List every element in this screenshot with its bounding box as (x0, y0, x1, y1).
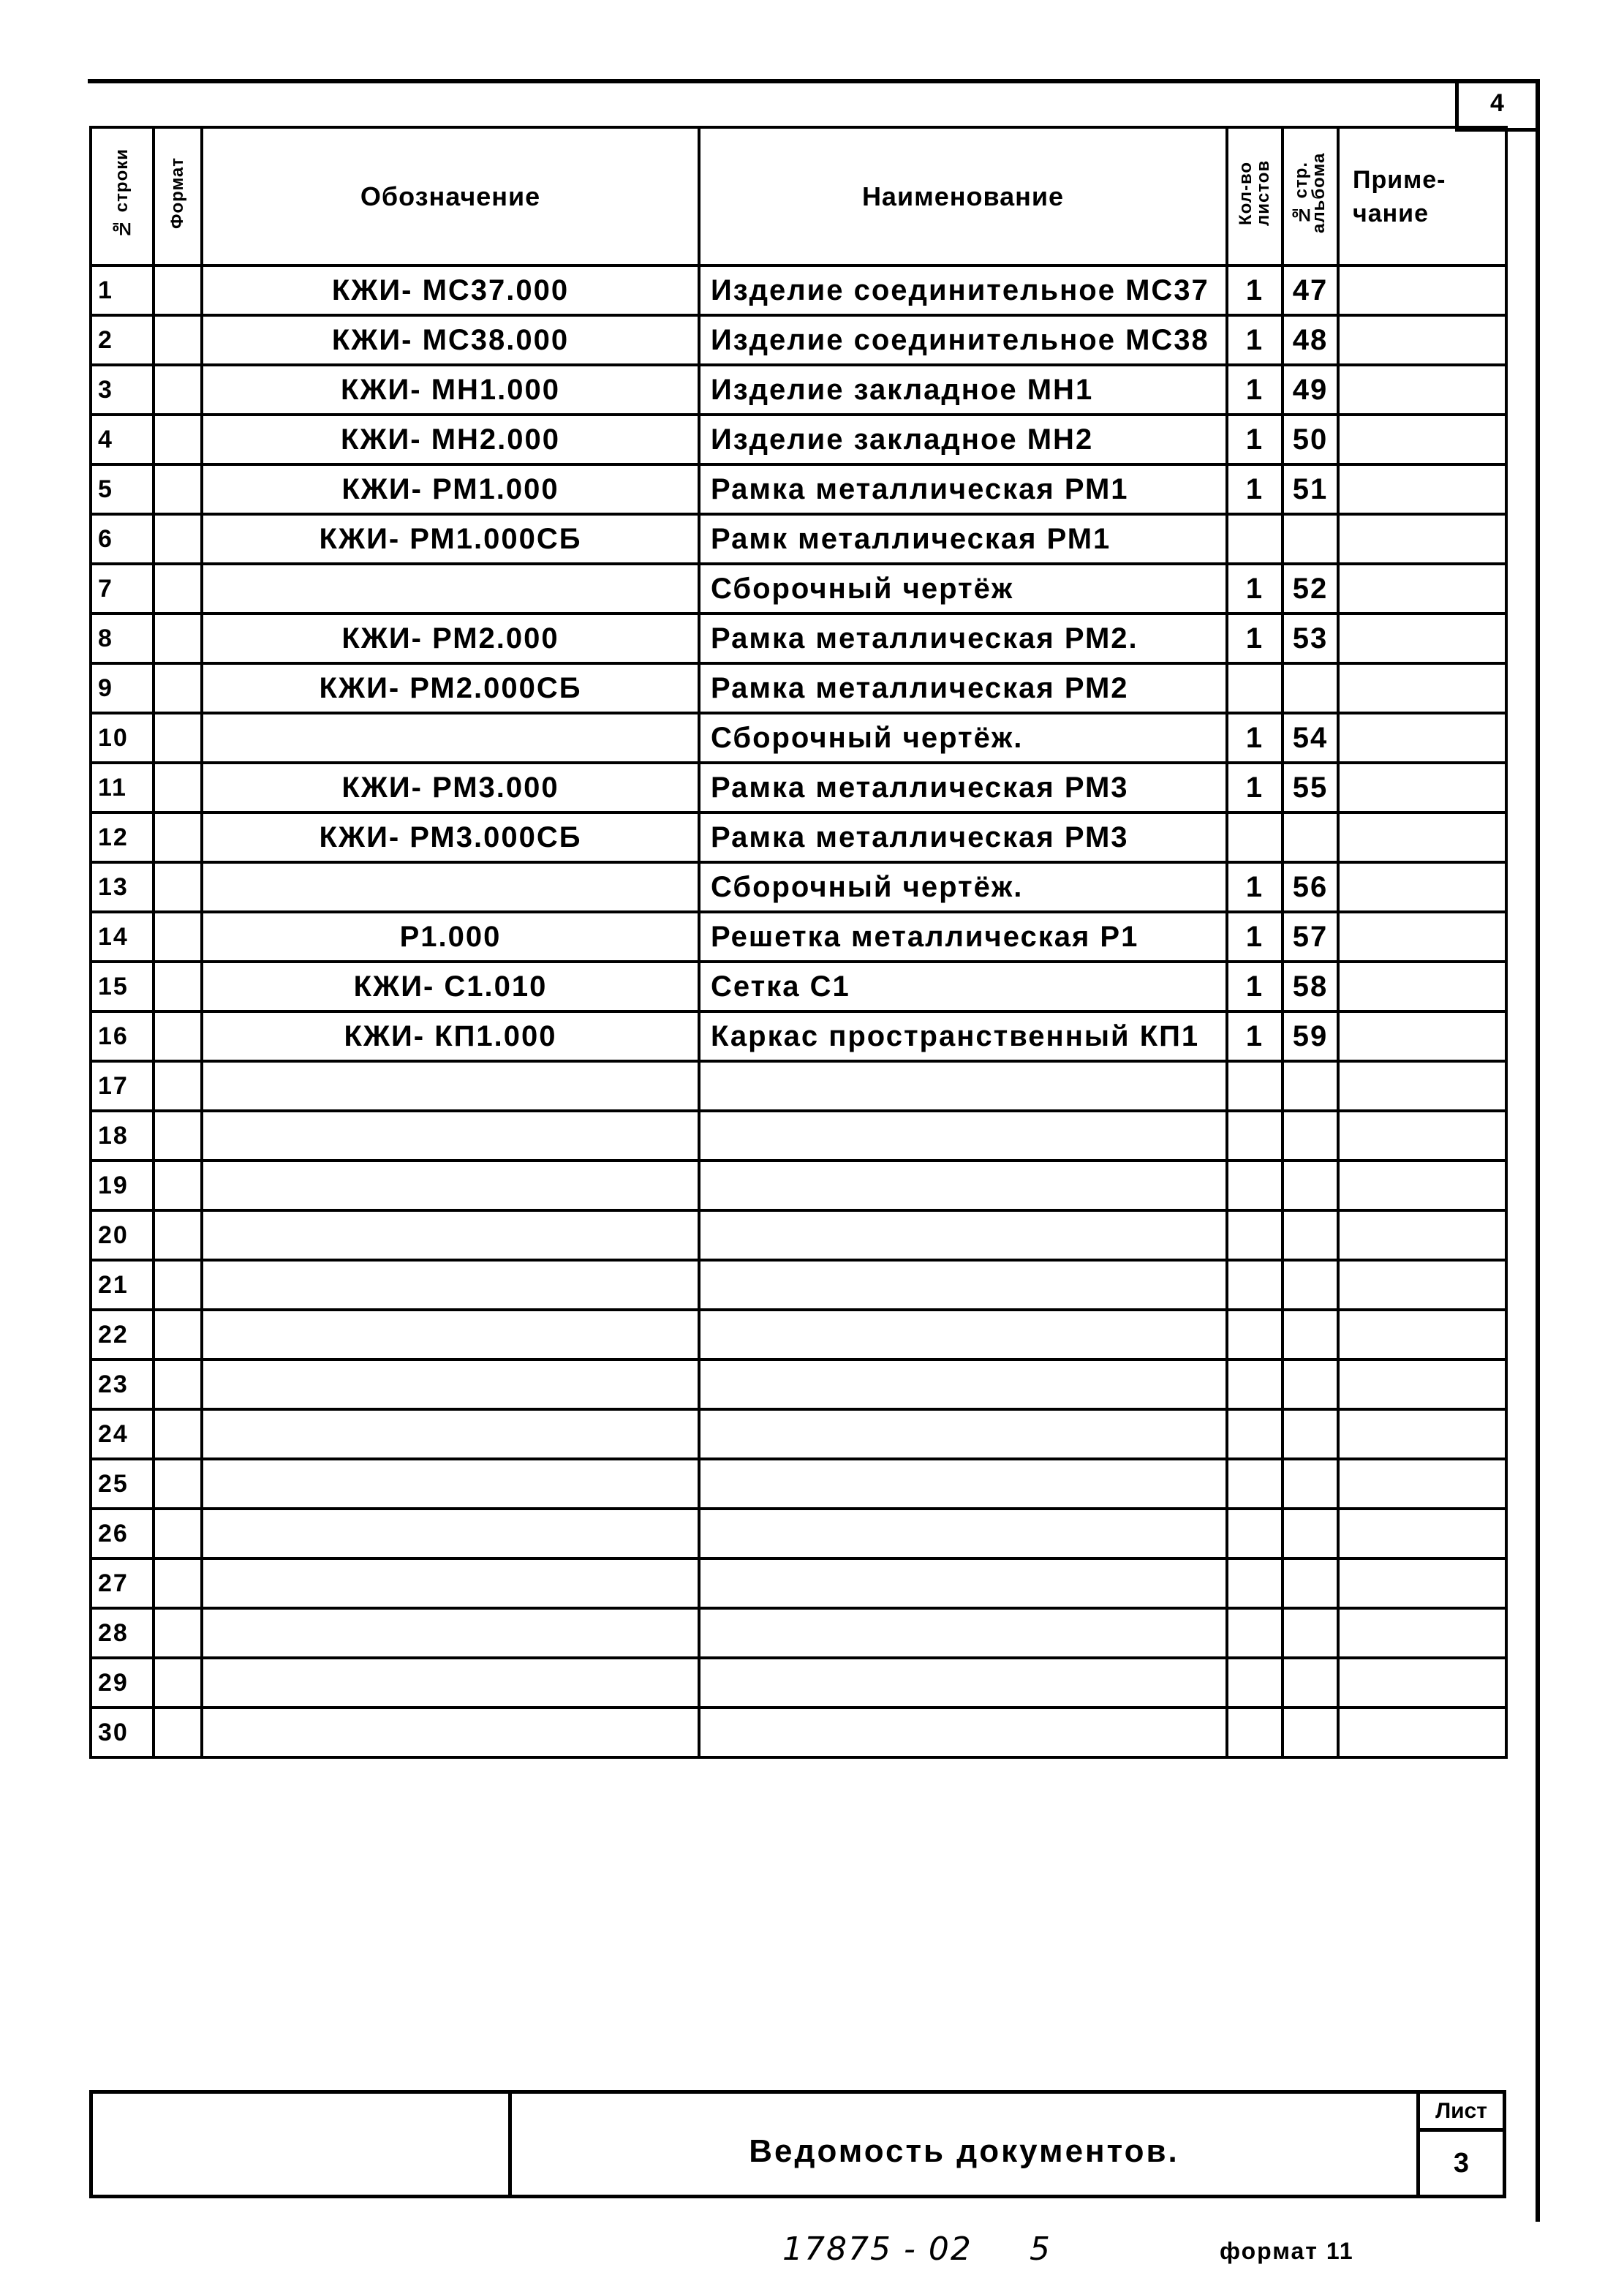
album-page-cell (1283, 514, 1338, 564)
sheet-count-cell: 1 (1227, 464, 1283, 514)
note-cell (1338, 1011, 1506, 1061)
table-row (91, 315, 1506, 365)
designation-cell (202, 713, 699, 763)
name-cell: Решетка металлическая Р1 (699, 912, 1227, 962)
album-page-cell: 54 (1283, 713, 1338, 763)
header-note: Приме-чание (1338, 127, 1506, 265)
corner-page-number: 4 (1455, 79, 1536, 132)
album-page-cell (1283, 1558, 1338, 1608)
format-cell (154, 1360, 202, 1409)
title-block (89, 2090, 1506, 2198)
table-row (91, 1708, 1506, 1757)
sheet-count-cell: 1 (1227, 315, 1283, 365)
row-number-cell: 19 (91, 1161, 154, 1210)
format-cell (154, 315, 202, 365)
designation-cell (202, 1260, 699, 1310)
table-row (91, 564, 1506, 614)
format-cell (154, 464, 202, 514)
format-cell (154, 415, 202, 464)
sheet-count-cell (1227, 1260, 1283, 1310)
table-row (91, 812, 1506, 862)
note-cell (1338, 1161, 1506, 1210)
designation-cell (202, 1210, 699, 1260)
row-number-cell: 20 (91, 1210, 154, 1260)
name-cell: Рамка металлическая РМ2 (699, 663, 1227, 713)
note-cell (1338, 1658, 1506, 1708)
note-cell (1338, 1708, 1506, 1757)
designation-cell (202, 1608, 699, 1658)
table-row (91, 1658, 1506, 1708)
album-page-cell: 56 (1283, 862, 1338, 912)
row-number-cell: 25 (91, 1459, 154, 1509)
note-cell (1338, 1210, 1506, 1260)
designation-cell (202, 1509, 699, 1558)
designation-cell: КЖИ- МС37.000 (202, 265, 699, 315)
sheet-count-cell (1227, 812, 1283, 862)
album-page-cell (1283, 663, 1338, 713)
note-cell (1338, 265, 1506, 315)
note-cell (1338, 1111, 1506, 1161)
table-row (91, 962, 1506, 1011)
table-header-row (91, 127, 1506, 265)
designation-cell: КЖИ- РМ2.000 (202, 614, 699, 663)
row-number-cell: 26 (91, 1509, 154, 1558)
format-cell (154, 1558, 202, 1608)
table-row (91, 1509, 1506, 1558)
note-cell (1338, 614, 1506, 663)
name-cell (699, 1061, 1227, 1111)
album-page-cell: 57 (1283, 912, 1338, 962)
name-cell (699, 1360, 1227, 1409)
row-number-cell: 21 (91, 1260, 154, 1310)
album-page-cell: 48 (1283, 315, 1338, 365)
designation-cell: КЖИ- РМ3.000 (202, 763, 699, 812)
sheet-count-cell: 1 (1227, 265, 1283, 315)
name-cell: Изделие соединительное МС37 (699, 265, 1227, 315)
sheet-count-cell: 1 (1227, 1011, 1283, 1061)
format-cell (154, 1658, 202, 1708)
album-page-cell (1283, 1310, 1338, 1360)
row-number-cell: 28 (91, 1608, 154, 1658)
footer-page-number: 5 (1030, 2230, 1050, 2268)
format-cell (154, 1459, 202, 1509)
name-cell: Изделие соединительное МС38 (699, 315, 1227, 365)
sheet-count-cell (1227, 1111, 1283, 1161)
row-number-cell: 9 (91, 663, 154, 713)
album-page-cell (1283, 1360, 1338, 1409)
designation-cell (202, 1459, 699, 1509)
row-number-cell: 27 (91, 1558, 154, 1608)
row-number-cell: 23 (91, 1360, 154, 1409)
table-row (91, 1608, 1506, 1658)
format-cell (154, 862, 202, 912)
name-cell: Сетка С1 (699, 962, 1227, 1011)
album-page-cell: 51 (1283, 464, 1338, 514)
format-cell (154, 514, 202, 564)
table-row (91, 862, 1506, 912)
designation-cell (202, 1310, 699, 1360)
album-page-cell (1283, 1409, 1338, 1459)
name-cell: Сборочный чертёж. (699, 862, 1227, 912)
row-number-cell: 24 (91, 1409, 154, 1459)
table-row (91, 614, 1506, 663)
sheet-count-cell (1227, 1459, 1283, 1509)
sheet-count-cell: 1 (1227, 912, 1283, 962)
album-page-cell: 47 (1283, 265, 1338, 315)
note-cell (1338, 763, 1506, 812)
format-cell (154, 962, 202, 1011)
table-row (91, 1260, 1506, 1310)
note-cell (1338, 912, 1506, 962)
row-number-cell: 5 (91, 464, 154, 514)
format-cell (154, 564, 202, 614)
table-row (91, 1111, 1506, 1161)
table-row (91, 1061, 1506, 1111)
designation-cell: КЖИ- РМ2.000СБ (202, 663, 699, 713)
name-cell (699, 1409, 1227, 1459)
row-number-cell: 29 (91, 1658, 154, 1708)
note-cell (1338, 315, 1506, 365)
album-page-cell: 49 (1283, 365, 1338, 415)
album-page-cell (1283, 812, 1338, 862)
note-cell (1338, 1509, 1506, 1558)
sheet-count-cell: 1 (1227, 564, 1283, 614)
row-number-cell: 6 (91, 514, 154, 564)
header-designation: Обозначение (202, 127, 699, 265)
album-page-cell (1283, 1708, 1338, 1757)
table-row (91, 1558, 1506, 1608)
format-cell (154, 812, 202, 862)
documents-table (89, 126, 1508, 1759)
row-number-cell: 22 (91, 1310, 154, 1360)
note-cell (1338, 1360, 1506, 1409)
sheet-count-cell (1227, 1608, 1283, 1658)
table-row (91, 415, 1506, 464)
header-album-page: № стр. альбома (1283, 127, 1338, 265)
row-number-cell: 8 (91, 614, 154, 663)
footer-code: 17875 - 02 (782, 2230, 972, 2268)
format-cell (154, 663, 202, 713)
table-row (91, 1409, 1506, 1459)
album-page-cell (1283, 1210, 1338, 1260)
table-row (91, 1360, 1506, 1409)
table-row (91, 464, 1506, 514)
table-row (91, 713, 1506, 763)
row-number-cell: 14 (91, 912, 154, 962)
album-page-cell: 52 (1283, 564, 1338, 614)
sheet-count-cell (1227, 1210, 1283, 1260)
name-cell (699, 1708, 1227, 1757)
album-page-cell (1283, 1161, 1338, 1210)
table-row (91, 912, 1506, 962)
designation-cell (202, 1658, 699, 1708)
format-cell (154, 1708, 202, 1757)
note-cell (1338, 564, 1506, 614)
table-row (91, 365, 1506, 415)
sheet-count-cell: 1 (1227, 614, 1283, 663)
format-cell (154, 1409, 202, 1459)
album-page-cell: 55 (1283, 763, 1338, 812)
row-number-cell: 15 (91, 962, 154, 1011)
note-cell (1338, 514, 1506, 564)
designation-cell: КЖИ- МН1.000 (202, 365, 699, 415)
name-cell (699, 1161, 1227, 1210)
row-number-cell: 1 (91, 265, 154, 315)
designation-cell (202, 1708, 699, 1757)
footer-format: формат 11 (1220, 2238, 1354, 2264)
name-cell: Изделие закладное МН2 (699, 415, 1227, 464)
format-cell (154, 713, 202, 763)
name-cell: Изделие закладное МН1 (699, 365, 1227, 415)
frame-right-line (1536, 79, 1540, 2222)
header-name: Наименование (699, 127, 1227, 265)
designation-cell (202, 1061, 699, 1111)
album-page-cell (1283, 1459, 1338, 1509)
note-cell (1338, 1459, 1506, 1509)
header-row-number: № строки (91, 127, 154, 265)
format-cell (154, 1210, 202, 1260)
row-number-cell: 12 (91, 812, 154, 862)
album-page-cell (1283, 1509, 1338, 1558)
designation-cell (202, 862, 699, 912)
album-page-cell (1283, 1111, 1338, 1161)
name-cell: Рамка металлическая РМ3 (699, 763, 1227, 812)
designation-cell: КЖИ- КП1.000 (202, 1011, 699, 1061)
name-cell (699, 1111, 1227, 1161)
sheet-count-cell: 1 (1227, 763, 1283, 812)
designation-cell: КЖИ- РМ1.000СБ (202, 514, 699, 564)
sheet-count-cell (1227, 1310, 1283, 1360)
format-cell (154, 1061, 202, 1111)
designation-cell: КЖИ- МН2.000 (202, 415, 699, 464)
sheet-count-cell (1227, 663, 1283, 713)
row-number-cell: 13 (91, 862, 154, 912)
name-cell (699, 1509, 1227, 1558)
sheet-count-cell (1227, 1658, 1283, 1708)
note-cell (1338, 962, 1506, 1011)
note-cell (1338, 1310, 1506, 1360)
note-cell (1338, 1558, 1506, 1608)
sheet-count-cell: 1 (1227, 713, 1283, 763)
designation-cell: Р1.000 (202, 912, 699, 962)
row-number-cell: 10 (91, 713, 154, 763)
format-cell (154, 1161, 202, 1210)
row-number-cell: 2 (91, 315, 154, 365)
row-number-cell: 17 (91, 1061, 154, 1111)
name-cell (699, 1558, 1227, 1608)
name-cell (699, 1459, 1227, 1509)
name-cell: Рамка металлическая РМ2. (699, 614, 1227, 663)
designation-cell (202, 1161, 699, 1210)
format-cell (154, 365, 202, 415)
album-page-cell (1283, 1658, 1338, 1708)
album-page-cell: 50 (1283, 415, 1338, 464)
row-number-cell: 7 (91, 564, 154, 614)
name-cell: Рамка металлическая РМ1 (699, 464, 1227, 514)
note-cell (1338, 862, 1506, 912)
format-cell (154, 1509, 202, 1558)
name-cell (699, 1608, 1227, 1658)
note-cell (1338, 365, 1506, 415)
row-number-cell: 3 (91, 365, 154, 415)
document-title: Ведомость документов. (749, 2133, 1179, 2169)
sheet-count-cell (1227, 1708, 1283, 1757)
album-page-cell (1283, 1061, 1338, 1111)
sheet-count-cell (1227, 1558, 1283, 1608)
header-format: Формат (154, 127, 202, 265)
table-row (91, 265, 1506, 315)
header-sheet-count: Кол-во листов (1227, 127, 1283, 265)
album-page-cell: 59 (1283, 1011, 1338, 1061)
sheet-count-cell: 1 (1227, 862, 1283, 912)
album-page-cell: 53 (1283, 614, 1338, 663)
row-number-cell: 16 (91, 1011, 154, 1061)
note-cell (1338, 1061, 1506, 1111)
format-cell (154, 1310, 202, 1360)
note-cell (1338, 415, 1506, 464)
name-cell: Каркас пространственный КП1 (699, 1011, 1227, 1061)
format-cell (154, 912, 202, 962)
sheet-count-cell: 1 (1227, 415, 1283, 464)
designation-cell (202, 1111, 699, 1161)
sheet-box (1416, 2094, 1503, 2195)
row-number-cell: 30 (91, 1708, 154, 1757)
sheet-number: 3 (1453, 2147, 1470, 2179)
note-cell (1338, 1608, 1506, 1658)
sheet-count-cell (1227, 1061, 1283, 1111)
table-row (91, 663, 1506, 713)
sheet-count-cell (1227, 1161, 1283, 1210)
sheet-label: Лист (1420, 2094, 1503, 2132)
note-cell (1338, 1409, 1506, 1459)
row-number-cell: 4 (91, 415, 154, 464)
name-cell: Сборочный чертёж (699, 564, 1227, 614)
name-cell (699, 1260, 1227, 1310)
name-cell: Рамк металлическая РМ1 (699, 514, 1227, 564)
format-cell (154, 763, 202, 812)
album-page-cell (1283, 1608, 1338, 1658)
designation-cell: КЖИ- РМ3.000СБ (202, 812, 699, 862)
note-cell (1338, 713, 1506, 763)
sheet-count-cell (1227, 1509, 1283, 1558)
designation-cell (202, 1360, 699, 1409)
table-row (91, 1161, 1506, 1210)
table-row (91, 763, 1506, 812)
album-page-cell (1283, 1260, 1338, 1310)
sheet-count-cell: 1 (1227, 365, 1283, 415)
format-cell (154, 265, 202, 315)
format-cell (154, 1608, 202, 1658)
format-cell (154, 1011, 202, 1061)
designation-cell: КЖИ- РМ1.000 (202, 464, 699, 514)
sheet-count-cell: 1 (1227, 962, 1283, 1011)
designation-cell (202, 1409, 699, 1459)
designation-cell: КЖИ- С1.010 (202, 962, 699, 1011)
name-cell (699, 1210, 1227, 1260)
row-number-cell: 18 (91, 1111, 154, 1161)
name-cell (699, 1310, 1227, 1360)
sheet-count-cell (1227, 1360, 1283, 1409)
table-row (91, 1459, 1506, 1509)
table-row (91, 1310, 1506, 1360)
note-cell (1338, 1260, 1506, 1310)
table-row (91, 1011, 1506, 1061)
format-cell (154, 614, 202, 663)
note-cell (1338, 812, 1506, 862)
name-cell: Рамка металлическая РМ3 (699, 812, 1227, 862)
name-cell: Сборочный чертёж. (699, 713, 1227, 763)
album-page-cell: 58 (1283, 962, 1338, 1011)
note-cell (1338, 663, 1506, 713)
sheet-count-cell (1227, 514, 1283, 564)
format-cell (154, 1111, 202, 1161)
format-cell (154, 1260, 202, 1310)
note-cell (1338, 464, 1506, 514)
table-row (91, 1210, 1506, 1260)
frame-top-line (88, 79, 1539, 83)
sheet-count-cell (1227, 1409, 1283, 1459)
name-cell (699, 1658, 1227, 1708)
designation-cell: КЖИ- МС38.000 (202, 315, 699, 365)
row-number-cell: 11 (91, 763, 154, 812)
table-row (91, 514, 1506, 564)
designation-cell (202, 1558, 699, 1608)
designation-cell (202, 564, 699, 614)
